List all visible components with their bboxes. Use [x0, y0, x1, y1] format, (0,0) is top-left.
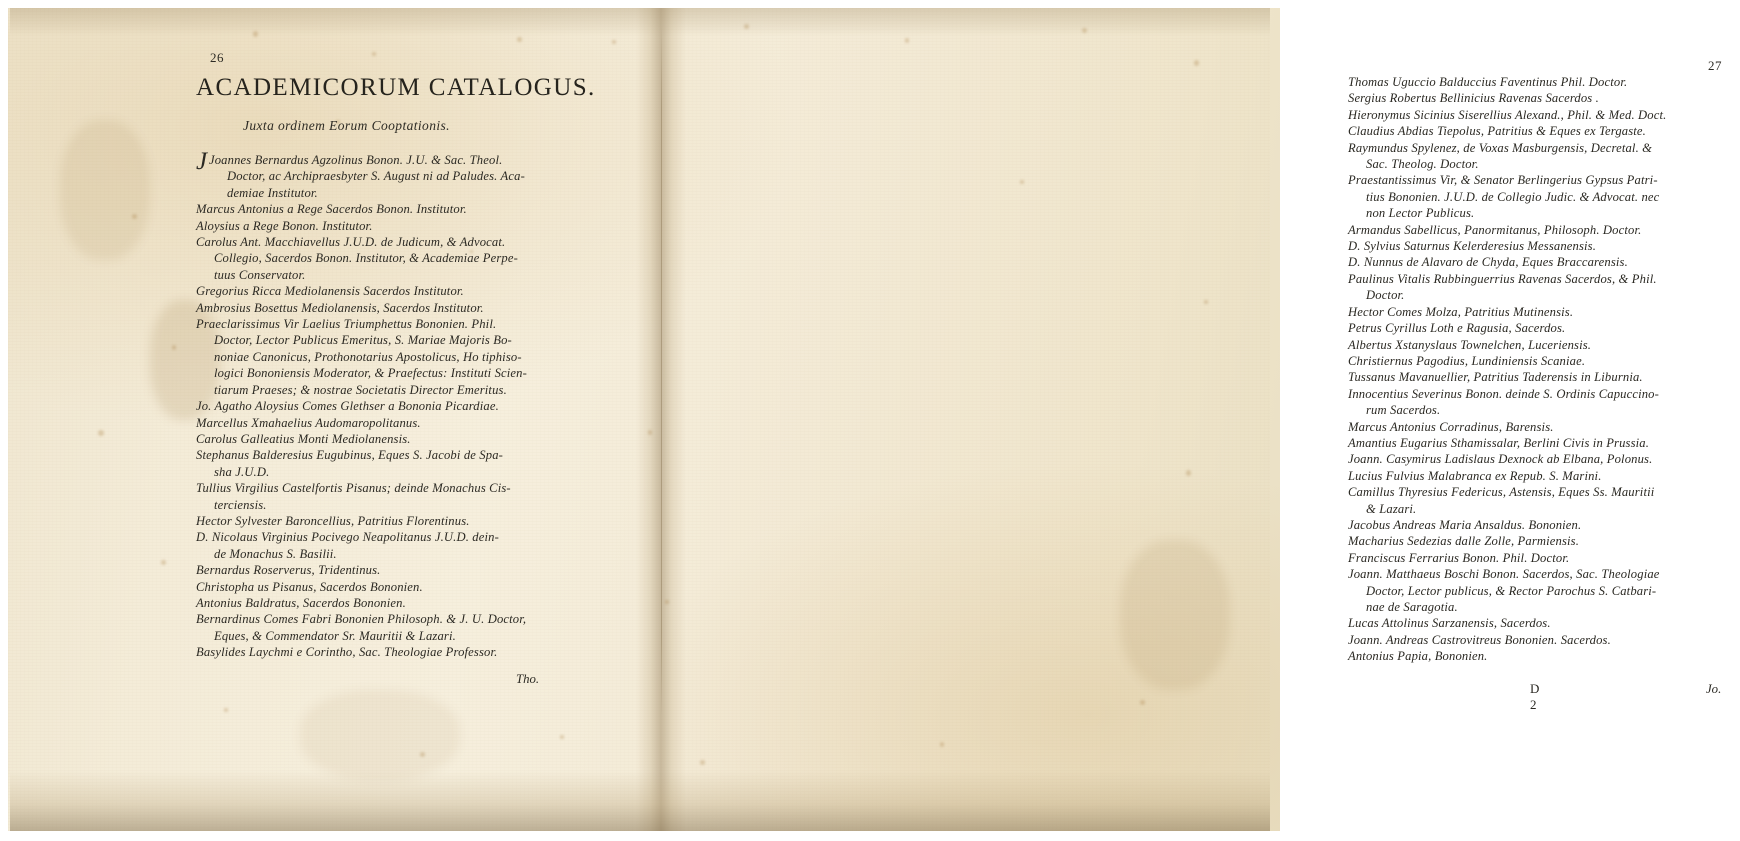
entry-line: Marcellus Xmahaelius Audomaropolitanus. — [196, 415, 421, 430]
entry-line: Doctor, Lector publicus, & Rector Parochus S. Catbari- — [1366, 583, 1657, 598]
list-item — [196, 201, 578, 217]
catchword-right: Jo. — [1706, 682, 1722, 696]
list-item — [1348, 123, 1740, 139]
list-item — [1348, 353, 1740, 369]
entry-line: Sac. Theolog. Doctor. — [1366, 157, 1479, 172]
folio-number-right: 27 — [1708, 58, 1722, 73]
entry-line: tiarum Praeses; & nostrae Societatis Director Emeritus. — [214, 382, 507, 397]
list-item — [196, 562, 578, 578]
entry-line: Lucius Fulvius Malabranca ex Repub. S. Marini. — [1348, 468, 1602, 483]
list-item — [1348, 222, 1740, 238]
entry-line: Lucas Attolinus Sarzanensis, Sacerdos. — [1348, 616, 1551, 631]
entry-line: Franciscus Ferrarius Bonon. Phil. Doctor. — [1348, 550, 1570, 565]
entry-line: tuus Conservator. — [214, 267, 306, 282]
list-item — [196, 431, 578, 447]
entry-line: Bernardus Roserverus, Tridentinus. — [196, 563, 381, 578]
list-item — [1348, 90, 1740, 106]
entry-line: Paulinus Vitalis Rubbinguerrius Ravenas Sacerdos, & Phil. — [1348, 271, 1657, 286]
entry-line: Antonius Papia, Bononien. — [1348, 649, 1488, 664]
entry-line: Tullius Virgilius Castelfortis Pisanus; deinde Monachus Cis- — [196, 481, 511, 496]
entry-line: Stephanus Balderesius Eugubinus, Eques S. Jacobi de Spa- — [196, 448, 503, 463]
entry-line: Joann. Matthaeus Boschi Bonon. Sacerdos, Sac. Theologiae — [1348, 567, 1660, 582]
entry-line: Aloysius a Rege Bonon. Institutor. — [196, 218, 373, 233]
entry-line: Hector Sylvester Baroncellius, Patritius Florentinus. — [196, 513, 470, 528]
list-item — [1348, 271, 1740, 304]
entry-line: Joann. Andreas Castrovitreus Bononien. Sacerdos. — [1348, 632, 1611, 647]
list-item — [196, 234, 578, 283]
drop-cap-initial: J — [196, 148, 208, 175]
entry-line: nae de Saragotia. — [1366, 600, 1458, 614]
entry-line: Eques, & Commendator Sr. Mauritii & Lazari. — [214, 628, 456, 643]
entry-line: D. Sylvius Saturnus Kelerderesius Messanensis. — [1348, 239, 1597, 254]
list-item — [196, 283, 578, 299]
list-item — [1348, 550, 1740, 566]
list-item — [196, 447, 578, 480]
entry-line: Bernardinus Comes Fabri Bononien Philosoph. & J. U. Doctor, — [196, 612, 527, 627]
entry-line: Jacobus Andreas Maria Ansaldus. Bononien. — [1348, 517, 1582, 532]
entry-line: Doctor, ac Archipraesbyter S. August ni ad Paludes. Aca- — [227, 169, 525, 184]
entry-line: Basylides Laychmi e Corintho, Sac. Theologiae Professor. — [196, 645, 498, 660]
list-item — [1348, 140, 1740, 173]
right-page — [640, 0, 1722, 841]
entry-line: Ambrosius Bosettus Mediolanensis, Sacerdos Institutor. — [196, 300, 484, 315]
folio-number-left: 26 — [210, 50, 224, 65]
entry-line: sha J.U.D. — [214, 464, 270, 479]
entry-line: terciensis. — [214, 497, 267, 512]
scan-edge-top — [0, 0, 1280, 8]
list-item — [196, 611, 578, 644]
scan-edge-left — [0, 0, 8, 841]
entry-line: Claudius Abdias Tiepolus, Patritius & Eques ex Tergaste. — [1348, 124, 1646, 139]
list-item — [196, 398, 578, 414]
entry-line: Thomas Uguccio Balduccius Faventinus Phil. Doctor. — [1348, 75, 1628, 89]
entry-line: Doctor. — [1366, 288, 1405, 303]
entry-line: logici Bononiensis Moderator, & Praefectus: Instituti Scien- — [214, 366, 527, 381]
list-item — [1348, 632, 1740, 648]
entry-line: Gregorius Ricca Mediolanensis Sacerdos Institutor. — [196, 284, 464, 299]
entry-line: Carolus Galleatius Monti Mediolanensis. — [196, 431, 411, 446]
entry-line: tius Bononien. J.U.D. de Collegio Judic. & Advocat. nec — [1366, 189, 1660, 204]
entry-line: Hector Comes Molza, Patritius Mutinensis. — [1348, 304, 1574, 319]
list-item — [196, 644, 578, 660]
list-item — [1348, 533, 1740, 549]
list-item — [1348, 254, 1740, 270]
list-item — [196, 415, 578, 431]
entry-line: Jo. Agatho Aloysius Comes Glethser a Bononia Picardiae. — [196, 399, 499, 414]
entry-line: Joann. Casymirus Ladislaus Dexnock ab Elbana, Polonus. — [1348, 452, 1653, 467]
entry-line: Praestantissimus Vir, & Senator Berlingerius Gypsus Patri- — [1348, 173, 1658, 188]
entry-list-right — [1348, 74, 1740, 665]
entry-line: Macharius Sedezias dalle Zolle, Parmiensis. — [1348, 534, 1580, 549]
entry-line: non Lector Publicus. — [1366, 206, 1475, 221]
list-item — [1348, 419, 1740, 435]
entry-line: Sergius Robertus Bellinicius Ravenas Sacerdos . — [1348, 91, 1599, 106]
list-item — [1348, 386, 1740, 419]
entry-line: & Lazari. — [1366, 501, 1417, 516]
list-item — [1348, 484, 1740, 517]
list-item — [1348, 435, 1740, 451]
entry-line: D. Nunnus de Alavaro de Chyda, Eques Braccarensis. — [1348, 255, 1628, 270]
list-item — [196, 480, 578, 513]
entry-line: Praeclarissimus Vir Laelius Triumphettus Bononien. Phil. — [196, 317, 497, 332]
entry-line: Carolus Ant. Macchiavellus J.U.D. de Judicum, & Advocat. — [196, 235, 506, 250]
list-item — [1348, 369, 1740, 385]
entry-line: Tussanus Mavanuellier, Patritius Taderensis in Liburnia. — [1348, 370, 1643, 385]
entry-line: Joannes Bernardus Agzolinus Bonon. J.U. & Sac. Theol. — [209, 153, 503, 167]
entry-line: Collegio, Sacerdos Bonon. Institutor, & Academiae Perpe- — [214, 251, 518, 266]
scan-edge-bottom — [0, 831, 1280, 841]
entry-line: D. Nicolaus Virginius Pocivego Neapolitanus J.U.D. dein- — [196, 530, 499, 545]
list-item — [1348, 304, 1740, 320]
entry-line: Christopha us Pisanus, Sacerdos Bononien. — [196, 579, 423, 594]
catchword-left: Tho. — [516, 672, 540, 686]
entry-line: demiae Institutor. — [227, 185, 318, 200]
list-item — [1348, 107, 1740, 123]
left-page — [0, 0, 640, 841]
page-title: ACADEMICORUM CATALOGUS. — [196, 74, 596, 101]
list-item — [196, 316, 578, 398]
entry-line: Camillus Thyresius Federicus, Astensis, Eques Ss. Mauritii — [1348, 485, 1655, 500]
scan-edge-right — [1730, 0, 1740, 841]
list-item — [1348, 238, 1740, 254]
entry-line: Christiernus Pagodius, Lundiniensis Scaniae. — [1348, 353, 1586, 368]
page-subtitle: Juxta ordinem Eorum Cooptationis. — [243, 118, 450, 133]
list-item — [1348, 320, 1740, 336]
entry-line: Marcus Antonius Corradinus, Barensis. — [1348, 419, 1554, 434]
list-item — [1348, 451, 1740, 467]
list-item — [1348, 337, 1740, 353]
entry-line: Amantius Eugarius Sthamissalar, Berlini Civis in Prussia. — [1348, 435, 1650, 450]
list-item — [1348, 468, 1740, 484]
list-item — [196, 218, 578, 234]
list-item — [1348, 74, 1740, 90]
entry-line: Marcus Antonius a Rege Sacerdos Bonon. Institutor. — [196, 202, 467, 217]
entry-line: Petrus Cyrillus Loth e Ragusia, Sacerdos. — [1348, 321, 1566, 336]
list-item — [196, 595, 578, 611]
entry-line: Hieronymus Sicinius Siserellius Alexand., Phil. & Med. Doct. — [1348, 107, 1667, 122]
entry-line: Albertus Xstanyslaus Townelchen, Luceriensis. — [1348, 337, 1592, 352]
list-item — [196, 529, 578, 562]
entry-line: Innocentius Severinus Bonon. deinde S. Ordinis Capuccino- — [1348, 386, 1659, 401]
gathering-signature: D 2 — [1530, 681, 1541, 712]
list-item — [1348, 517, 1740, 533]
entry-list-left — [196, 152, 578, 661]
list-item — [1348, 172, 1740, 221]
list-item — [196, 152, 578, 201]
list-item — [196, 513, 578, 529]
list-item — [1348, 615, 1740, 631]
entry-line: de Monachus S. Basilii. — [214, 546, 337, 561]
entry-line: Doctor, Lector Publicus Emeritus, S. Mariae Majoris Bo- — [214, 333, 512, 348]
list-item — [1348, 648, 1740, 664]
entry-line: noniae Canonicus, Prothonotarius Apostolicus, Ho tiphiso- — [214, 349, 522, 364]
list-item — [196, 300, 578, 316]
entry-line: Antonius Baldratus, Sacerdos Bononien. — [196, 595, 406, 610]
list-item — [1348, 566, 1740, 615]
entry-line: Raymundus Spylenez, de Voxas Masburgensis, Decretal. & — [1348, 140, 1653, 155]
entry-line: Armandus Sabellicus, Panormitanus, Philosoph. Doctor. — [1348, 222, 1642, 237]
list-item — [196, 579, 578, 595]
entry-line: rum Sacerdos. — [1366, 403, 1441, 418]
